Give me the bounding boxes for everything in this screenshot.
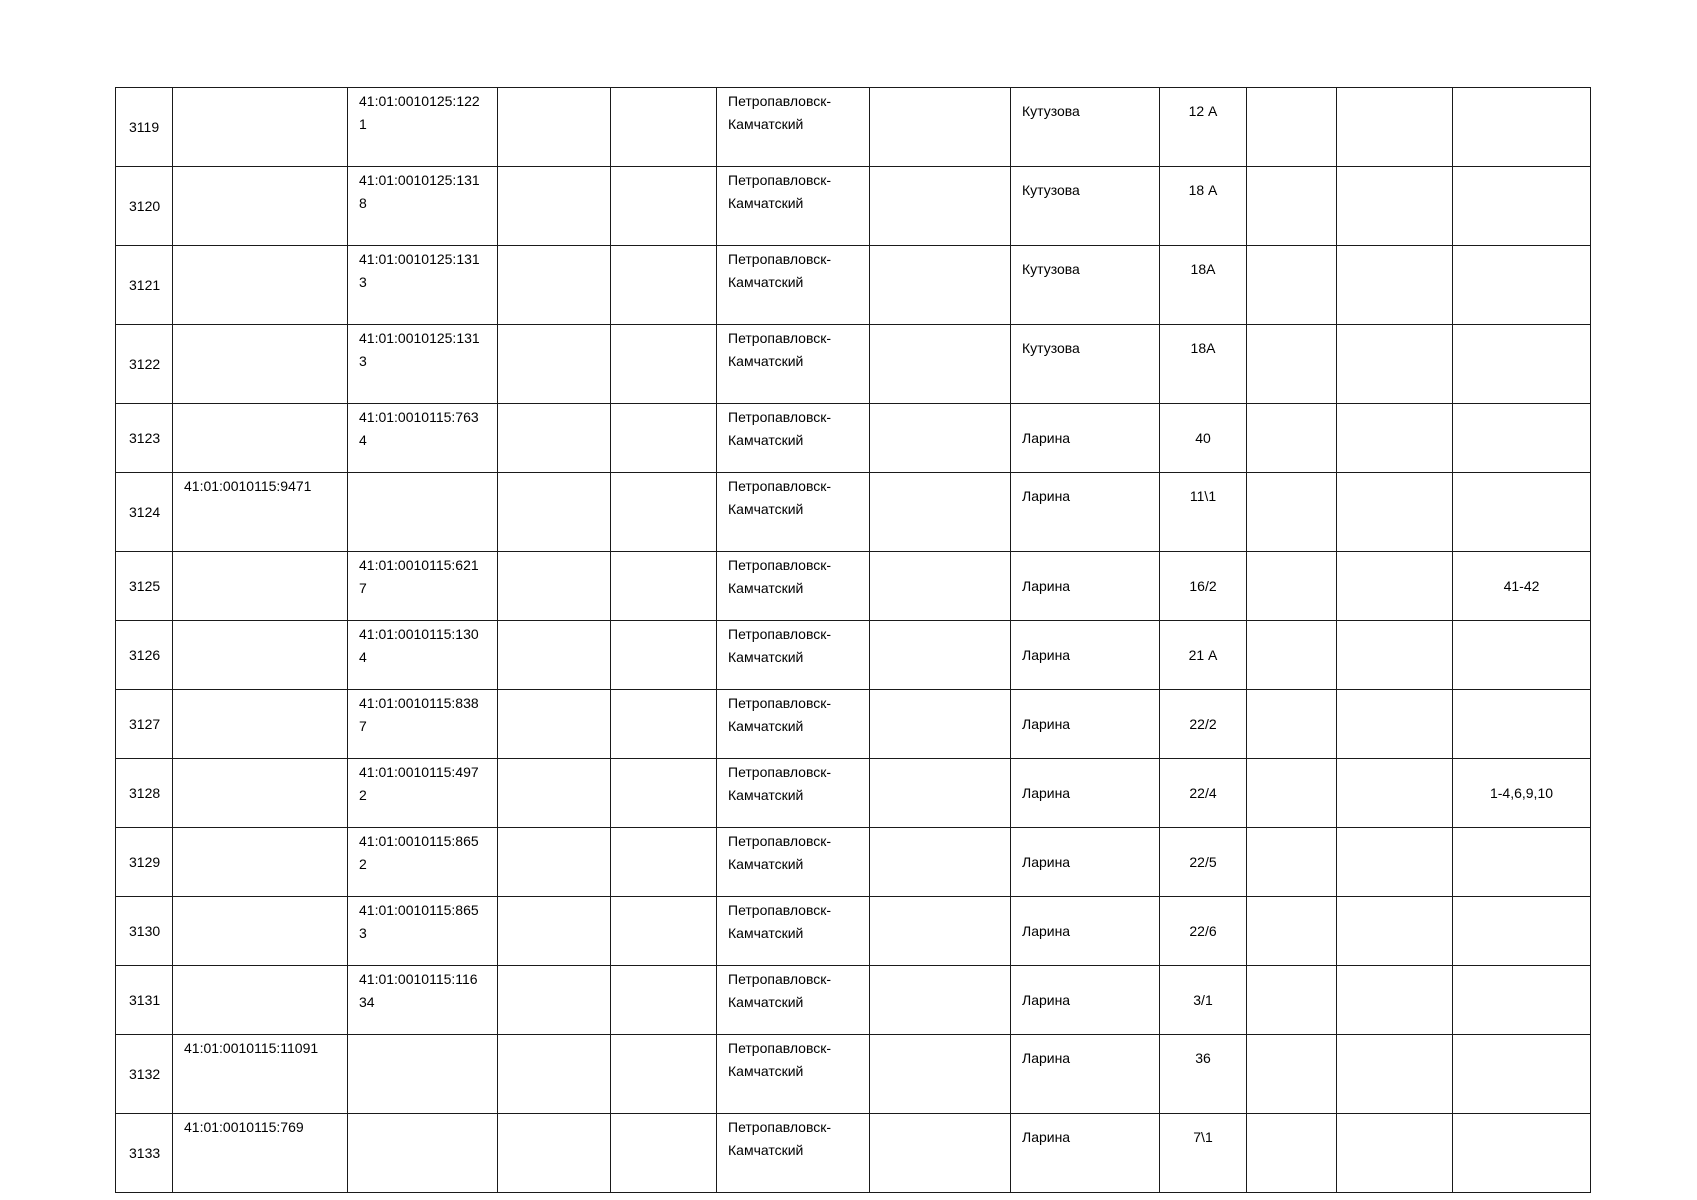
object-cadastral-number-cell bbox=[348, 828, 498, 897]
empty-cell bbox=[1337, 690, 1453, 759]
table-row bbox=[116, 1035, 1591, 1114]
empty-cell bbox=[498, 1035, 611, 1114]
city-text: Петропавловск-Камчатский bbox=[728, 626, 832, 665]
house-number-cell: 18А bbox=[1160, 325, 1247, 404]
apartments-cell bbox=[1453, 325, 1591, 404]
apartments-cell bbox=[1453, 828, 1591, 897]
street-cell: Ларина bbox=[1011, 404, 1160, 473]
record-number-cell: 3127 bbox=[116, 690, 173, 759]
house-number-cell: 12 А bbox=[1160, 88, 1247, 167]
empty-cell bbox=[498, 246, 611, 325]
apartments-cell bbox=[1453, 621, 1591, 690]
street-cell: Ларина bbox=[1011, 690, 1160, 759]
land-cadastral-number-cell: 41:01:0010115:769 bbox=[173, 1114, 348, 1193]
city-text: Петропавловск-Камчатский bbox=[728, 172, 832, 211]
city-cell bbox=[717, 897, 870, 966]
land-cadastral-number-cell bbox=[173, 690, 348, 759]
land-cadastral-number-cell bbox=[173, 246, 348, 325]
empty-cell bbox=[611, 621, 717, 690]
empty-cell bbox=[870, 404, 1011, 473]
empty-cell bbox=[870, 1114, 1011, 1193]
house-number-cell: 11\1 bbox=[1160, 473, 1247, 552]
empty-cell bbox=[498, 759, 611, 828]
object-cadastral-number-text: 41:01:0010115:6217 bbox=[359, 557, 479, 596]
empty-cell bbox=[611, 473, 717, 552]
record-number-cell: 3119 bbox=[116, 88, 173, 167]
record-number-cell: 3133 bbox=[116, 1114, 173, 1193]
street-cell: Кутузова bbox=[1011, 167, 1160, 246]
table-row bbox=[116, 690, 1591, 759]
empty-cell bbox=[1337, 966, 1453, 1035]
record-number-cell: 3132 bbox=[116, 1035, 173, 1114]
street-cell: Ларина bbox=[1011, 1035, 1160, 1114]
empty-cell bbox=[611, 690, 717, 759]
empty-cell bbox=[498, 621, 611, 690]
table-row bbox=[116, 828, 1591, 897]
record-number-cell: 3122 bbox=[116, 325, 173, 404]
empty-cell bbox=[498, 404, 611, 473]
object-cadastral-number-text: 41:01:0010115:8387 bbox=[359, 695, 479, 734]
house-number-cell: 7\1 bbox=[1160, 1114, 1247, 1193]
apartments-cell bbox=[1453, 1114, 1591, 1193]
record-number-cell: 3124 bbox=[116, 473, 173, 552]
object-cadastral-number-cell bbox=[348, 404, 498, 473]
empty-cell bbox=[1337, 88, 1453, 167]
record-number-cell: 3129 bbox=[116, 828, 173, 897]
record-number-cell: 3120 bbox=[116, 167, 173, 246]
empty-cell bbox=[870, 759, 1011, 828]
city-cell bbox=[717, 759, 870, 828]
city-cell bbox=[717, 88, 870, 167]
object-cadastral-number-cell bbox=[348, 759, 498, 828]
empty-cell bbox=[611, 325, 717, 404]
object-cadastral-number-cell bbox=[348, 1035, 498, 1114]
empty-cell bbox=[611, 404, 717, 473]
empty-cell bbox=[498, 552, 611, 621]
city-cell bbox=[717, 167, 870, 246]
object-cadastral-number-text: 41:01:0010115:7634 bbox=[359, 409, 479, 448]
empty-cell bbox=[611, 167, 717, 246]
record-number-cell: 3130 bbox=[116, 897, 173, 966]
empty-cell bbox=[498, 167, 611, 246]
register-body bbox=[116, 88, 1591, 1193]
table-row bbox=[116, 473, 1591, 552]
table-row bbox=[116, 759, 1591, 828]
city-text: Петропавловск-Камчатский bbox=[728, 902, 832, 941]
object-cadastral-number-text: 41:01:0010115:11634 bbox=[359, 971, 478, 1010]
object-cadastral-number-text: 41:01:0010115:4972 bbox=[359, 764, 479, 803]
table-row bbox=[116, 167, 1591, 246]
empty-cell bbox=[870, 552, 1011, 621]
empty-cell bbox=[1247, 325, 1337, 404]
street-cell: Ларина bbox=[1011, 621, 1160, 690]
empty-cell bbox=[498, 473, 611, 552]
street-cell: Кутузова bbox=[1011, 325, 1160, 404]
empty-cell bbox=[611, 759, 717, 828]
empty-cell bbox=[870, 966, 1011, 1035]
register-table bbox=[115, 87, 1591, 1193]
apartments-cell bbox=[1453, 897, 1591, 966]
empty-cell bbox=[870, 246, 1011, 325]
apartments-cell bbox=[1453, 88, 1591, 167]
empty-cell bbox=[1247, 167, 1337, 246]
table-row bbox=[116, 325, 1591, 404]
street-cell: Ларина bbox=[1011, 897, 1160, 966]
object-cadastral-number-text: 41:01:0010125:1313 bbox=[359, 330, 480, 369]
object-cadastral-number-cell bbox=[348, 1114, 498, 1193]
empty-cell bbox=[1337, 167, 1453, 246]
house-number-cell: 22/2 bbox=[1160, 690, 1247, 759]
house-number-cell: 21 А bbox=[1160, 621, 1247, 690]
house-number-cell: 16/2 bbox=[1160, 552, 1247, 621]
apartments-cell bbox=[1453, 246, 1591, 325]
empty-cell bbox=[1337, 404, 1453, 473]
table-row bbox=[116, 1114, 1591, 1193]
object-cadastral-number-cell bbox=[348, 88, 498, 167]
street-cell: Ларина bbox=[1011, 966, 1160, 1035]
empty-cell bbox=[870, 167, 1011, 246]
land-cadastral-number-cell bbox=[173, 552, 348, 621]
object-cadastral-number-cell bbox=[348, 621, 498, 690]
empty-cell bbox=[1247, 88, 1337, 167]
house-number-cell: 22/5 bbox=[1160, 828, 1247, 897]
empty-cell bbox=[498, 966, 611, 1035]
empty-cell bbox=[1337, 1114, 1453, 1193]
land-cadastral-number-cell: 41:01:0010115:11091 bbox=[173, 1035, 348, 1114]
empty-cell bbox=[1337, 1035, 1453, 1114]
table-row bbox=[116, 246, 1591, 325]
apartments-cell bbox=[1453, 966, 1591, 1035]
empty-cell bbox=[870, 828, 1011, 897]
empty-cell bbox=[611, 1035, 717, 1114]
city-cell bbox=[717, 621, 870, 690]
empty-cell bbox=[870, 325, 1011, 404]
city-text: Петропавловск-Камчатский bbox=[728, 330, 832, 369]
street-cell: Ларина bbox=[1011, 473, 1160, 552]
land-cadastral-number-cell bbox=[173, 828, 348, 897]
object-cadastral-number-cell bbox=[348, 897, 498, 966]
city-text: Петропавловск-Камчатский bbox=[728, 833, 832, 872]
empty-cell bbox=[611, 246, 717, 325]
empty-cell bbox=[1247, 897, 1337, 966]
apartments-cell: 41-42 bbox=[1453, 552, 1591, 621]
table-row bbox=[116, 621, 1591, 690]
apartments-cell bbox=[1453, 473, 1591, 552]
apartments-cell: 1-4,6,9,10 bbox=[1453, 759, 1591, 828]
empty-cell bbox=[1247, 690, 1337, 759]
empty-cell bbox=[870, 473, 1011, 552]
empty-cell bbox=[1247, 828, 1337, 897]
record-number-cell: 3131 bbox=[116, 966, 173, 1035]
house-number-cell: 36 bbox=[1160, 1035, 1247, 1114]
object-cadastral-number-cell bbox=[348, 325, 498, 404]
empty-cell bbox=[1247, 966, 1337, 1035]
empty-cell bbox=[1247, 759, 1337, 828]
empty-cell bbox=[611, 552, 717, 621]
empty-cell bbox=[1247, 473, 1337, 552]
city-text: Петропавловск-Камчатский bbox=[728, 409, 832, 448]
empty-cell bbox=[870, 621, 1011, 690]
object-cadastral-number-cell bbox=[348, 167, 498, 246]
city-cell bbox=[717, 404, 870, 473]
city-text: Петропавловск-Камчатский bbox=[728, 93, 832, 132]
street-cell: Ларина bbox=[1011, 828, 1160, 897]
empty-cell bbox=[1247, 404, 1337, 473]
empty-cell bbox=[1337, 325, 1453, 404]
empty-cell bbox=[611, 1114, 717, 1193]
land-cadastral-number-cell bbox=[173, 897, 348, 966]
record-number-cell: 3123 bbox=[116, 404, 173, 473]
object-cadastral-number-text: 41:01:0010115:8652 bbox=[359, 833, 479, 872]
city-cell bbox=[717, 473, 870, 552]
object-cadastral-number-text: 41:01:0010125:1221 bbox=[359, 93, 480, 132]
empty-cell bbox=[611, 897, 717, 966]
object-cadastral-number-cell bbox=[348, 552, 498, 621]
city-cell bbox=[717, 1035, 870, 1114]
house-number-cell: 18А bbox=[1160, 246, 1247, 325]
house-number-cell: 40 bbox=[1160, 404, 1247, 473]
city-text: Петропавловск-Камчатский bbox=[728, 557, 832, 596]
house-number-cell: 18 А bbox=[1160, 167, 1247, 246]
apartments-cell bbox=[1453, 1035, 1591, 1114]
empty-cell bbox=[611, 966, 717, 1035]
table-row bbox=[116, 404, 1591, 473]
empty-cell bbox=[611, 828, 717, 897]
apartments-cell bbox=[1453, 690, 1591, 759]
record-number-cell: 3121 bbox=[116, 246, 173, 325]
city-cell bbox=[717, 552, 870, 621]
land-cadastral-number-cell bbox=[173, 966, 348, 1035]
city-cell bbox=[717, 966, 870, 1035]
city-text: Петропавловск-Камчатский bbox=[728, 1119, 832, 1158]
empty-cell bbox=[1247, 621, 1337, 690]
record-number-cell: 3126 bbox=[116, 621, 173, 690]
street-cell: Ларина bbox=[1011, 759, 1160, 828]
city-text: Петропавловск-Камчатский bbox=[728, 478, 832, 517]
empty-cell bbox=[498, 897, 611, 966]
city-cell bbox=[717, 246, 870, 325]
city-text: Петропавловск-Камчатский bbox=[728, 251, 832, 290]
empty-cell bbox=[498, 1114, 611, 1193]
house-number-cell: 22/6 bbox=[1160, 897, 1247, 966]
record-number-cell: 3125 bbox=[116, 552, 173, 621]
apartments-cell bbox=[1453, 167, 1591, 246]
street-cell: Кутузова bbox=[1011, 88, 1160, 167]
object-cadastral-number-text: 41:01:0010115:8653 bbox=[359, 902, 479, 941]
empty-cell bbox=[498, 690, 611, 759]
empty-cell bbox=[1337, 759, 1453, 828]
object-cadastral-number-cell bbox=[348, 246, 498, 325]
house-number-cell: 22/4 bbox=[1160, 759, 1247, 828]
street-cell: Кутузова bbox=[1011, 246, 1160, 325]
empty-cell bbox=[1247, 1035, 1337, 1114]
land-cadastral-number-cell bbox=[173, 759, 348, 828]
object-cadastral-number-cell bbox=[348, 473, 498, 552]
object-cadastral-number-text: 41:01:0010125:1313 bbox=[359, 251, 480, 290]
land-cadastral-number-cell bbox=[173, 621, 348, 690]
table-row bbox=[116, 897, 1591, 966]
land-cadastral-number-cell bbox=[173, 88, 348, 167]
record-number-cell: 3128 bbox=[116, 759, 173, 828]
table-row bbox=[116, 88, 1591, 167]
empty-cell bbox=[1337, 473, 1453, 552]
empty-cell bbox=[870, 88, 1011, 167]
city-cell bbox=[717, 828, 870, 897]
object-cadastral-number-cell bbox=[348, 966, 498, 1035]
object-cadastral-number-text: 41:01:0010115:1304 bbox=[359, 626, 479, 665]
land-cadastral-number-cell bbox=[173, 167, 348, 246]
empty-cell bbox=[870, 690, 1011, 759]
city-cell bbox=[717, 325, 870, 404]
city-text: Петропавловск-Камчатский bbox=[728, 1040, 832, 1079]
land-cadastral-number-cell bbox=[173, 404, 348, 473]
object-cadastral-number-text: 41:01:0010125:1318 bbox=[359, 172, 480, 211]
city-text: Петропавловск-Камчатский bbox=[728, 764, 832, 803]
empty-cell bbox=[498, 325, 611, 404]
empty-cell bbox=[1247, 552, 1337, 621]
empty-cell bbox=[870, 1035, 1011, 1114]
street-cell: Ларина bbox=[1011, 1114, 1160, 1193]
empty-cell bbox=[1337, 621, 1453, 690]
empty-cell bbox=[1337, 897, 1453, 966]
land-cadastral-number-cell: 41:01:0010115:9471 bbox=[173, 473, 348, 552]
empty-cell bbox=[611, 88, 717, 167]
empty-cell bbox=[1337, 552, 1453, 621]
empty-cell bbox=[1247, 1114, 1337, 1193]
table-row bbox=[116, 966, 1591, 1035]
apartments-cell bbox=[1453, 404, 1591, 473]
empty-cell bbox=[498, 88, 611, 167]
city-text: Петропавловск-Камчатский bbox=[728, 971, 832, 1010]
empty-cell bbox=[1337, 828, 1453, 897]
empty-cell bbox=[1247, 246, 1337, 325]
city-cell bbox=[717, 1114, 870, 1193]
empty-cell bbox=[498, 828, 611, 897]
table-row bbox=[116, 552, 1591, 621]
land-cadastral-number-cell bbox=[173, 325, 348, 404]
house-number-cell: 3/1 bbox=[1160, 966, 1247, 1035]
city-cell bbox=[717, 690, 870, 759]
street-cell: Ларина bbox=[1011, 552, 1160, 621]
empty-cell bbox=[1337, 246, 1453, 325]
city-text: Петропавловск-Камчатский bbox=[728, 695, 832, 734]
object-cadastral-number-cell bbox=[348, 690, 498, 759]
empty-cell bbox=[870, 897, 1011, 966]
